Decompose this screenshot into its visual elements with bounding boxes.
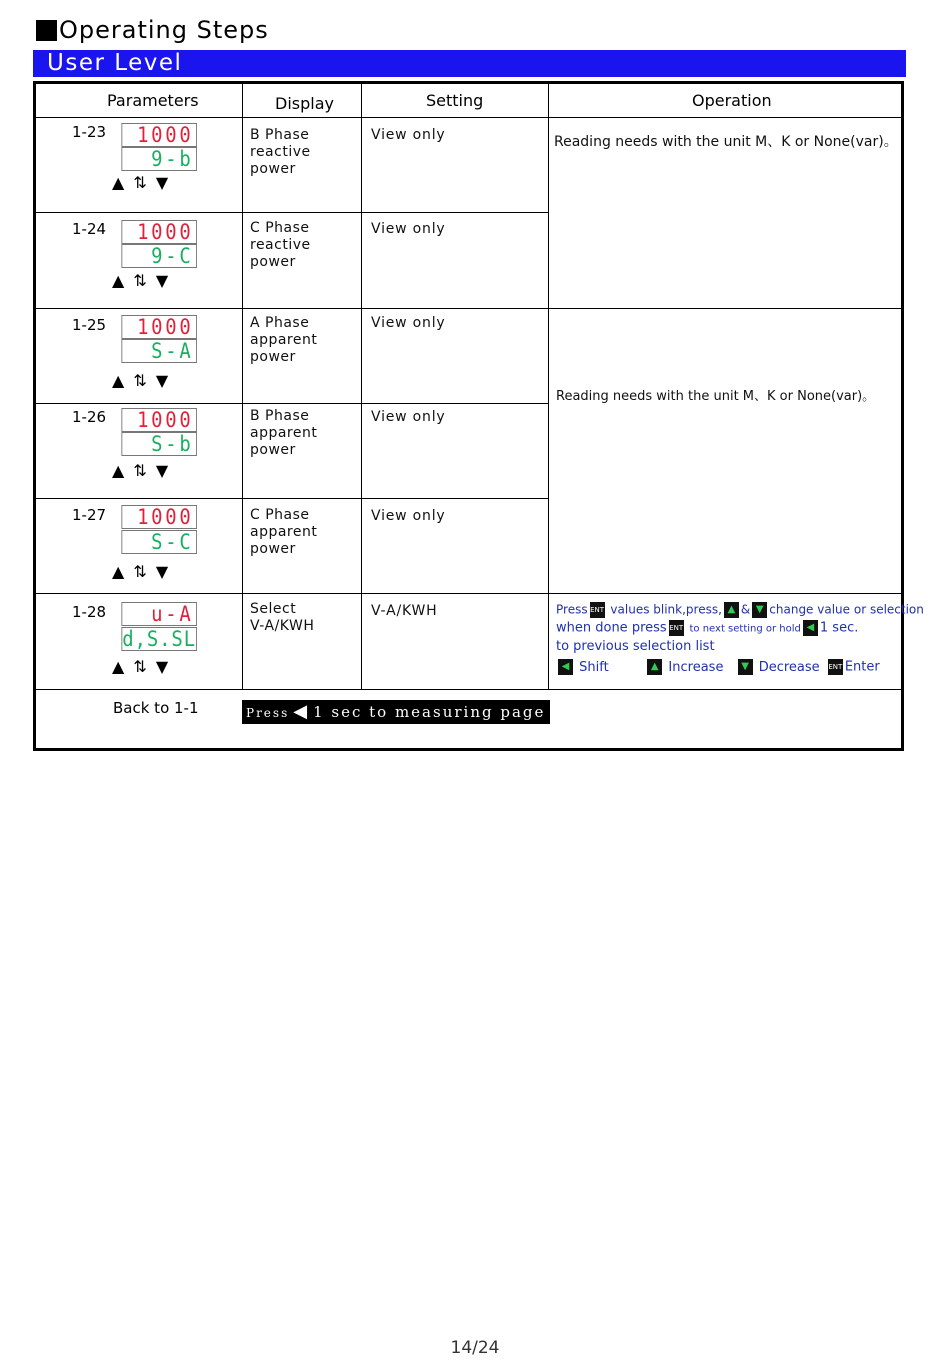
lcd-bottom-display: 9-b <box>121 147 197 171</box>
legend-decrease: Decrease <box>758 659 820 675</box>
display-description <box>250 127 311 178</box>
display-line: power <box>250 161 296 177</box>
lcd-bottom-display: 9-C <box>121 244 197 268</box>
param-id: 1-27 <box>72 506 107 524</box>
display-line: reactive <box>250 237 311 253</box>
display-line: apparent <box>250 332 318 348</box>
page-number: 14/24 <box>450 1338 500 1358</box>
key-legend <box>556 659 880 675</box>
header-setting: Setting <box>426 91 484 110</box>
lcd-top-display: 1000 <box>121 505 197 529</box>
col-divider <box>361 84 362 689</box>
row-divider <box>36 498 548 499</box>
operation-note: Reading needs with the unit M、K or None(var)。 <box>556 389 876 404</box>
section-banner <box>33 50 906 77</box>
header-display: Display <box>275 94 334 113</box>
back-to-label: Back to 1-1 <box>113 699 199 717</box>
param-id: 1-26 <box>72 408 107 426</box>
lcd-bottom-display: S-A <box>121 339 197 363</box>
display-line: C Phase <box>250 220 310 236</box>
shift-key-icon: ◀ <box>558 659 573 675</box>
param-id: 1-23 <box>72 123 107 141</box>
header-divider <box>36 117 901 118</box>
press-rest: 1 sec to measuring page <box>313 703 546 721</box>
nav-arrows-icon: ▲ ⇅ ▼ <box>112 657 171 676</box>
display-line: power <box>250 541 296 557</box>
lcd-top-display: u-A <box>121 602 197 626</box>
display-line: apparent <box>250 425 318 441</box>
lcd-top-display: 1000 <box>121 408 197 432</box>
row-divider <box>36 308 901 309</box>
header-operation: Operation <box>692 91 772 110</box>
legend-increase: Increase <box>668 659 724 675</box>
nav-arrows-icon: ▲ ⇅ ▼ <box>112 562 171 581</box>
param-id: 1-28 <box>72 603 107 621</box>
display-line: V-A/KWH <box>250 618 315 634</box>
nav-arrows-icon: ▲ ⇅ ▼ <box>112 271 171 290</box>
instruction-text: Press <box>556 602 588 617</box>
enter-key-icon: ENT <box>590 602 605 618</box>
setting-value: View only <box>371 315 446 331</box>
param-id: 1-24 <box>72 220 107 238</box>
display-line: Select <box>250 601 297 617</box>
nav-arrows-icon: ▲ ⇅ ▼ <box>112 173 171 192</box>
display-description <box>250 220 311 271</box>
display-line: B Phase <box>250 127 310 143</box>
col-divider <box>242 84 243 689</box>
nav-arrows-icon: ▲ ⇅ ▼ <box>112 371 171 390</box>
page-title <box>36 16 269 44</box>
display-line: reactive <box>250 144 311 160</box>
setting-value: View only <box>371 221 446 237</box>
instruction-text: when done press <box>556 620 667 636</box>
instruction-line-3: to previous selection list <box>556 639 715 654</box>
increase-key-icon: ▲ <box>647 659 662 675</box>
press-word: Press <box>246 706 290 720</box>
display-description <box>250 601 314 635</box>
lcd-bottom-display: d,S.SL <box>122 627 196 651</box>
setting-value: View only <box>371 127 446 143</box>
black-square-icon <box>36 20 57 41</box>
display-line: B Phase <box>250 408 310 424</box>
decrease-key-icon: ▼ <box>738 659 753 675</box>
operation-note: Reading needs with the unit M、K or None(var)。 <box>554 134 898 150</box>
lcd-bottom-display: S-C <box>121 530 197 554</box>
col-divider <box>548 84 549 689</box>
press-instruction-bar <box>242 700 550 724</box>
left-key-icon: ◀ <box>803 620 818 636</box>
page-title-text: Operating Steps <box>59 16 269 44</box>
instruction-text: values blink,press, <box>610 602 722 617</box>
display-description <box>250 315 317 366</box>
instruction-text: & <box>740 602 751 617</box>
row-divider <box>36 593 901 594</box>
display-line: power <box>250 349 296 365</box>
lcd-bottom-display: S-b <box>121 432 197 456</box>
instruction-line-1 <box>556 602 924 618</box>
nav-arrows-icon: ▲ ⇅ ▼ <box>112 461 171 480</box>
lcd-top-display: 1000 <box>121 220 197 244</box>
left-key-icon: ◀ <box>293 701 310 722</box>
display-line: C Phase <box>250 507 310 523</box>
legend-enter: Enter <box>844 659 880 675</box>
header-parameters: Parameters <box>107 91 199 110</box>
instruction-text: change value or selection <box>769 602 924 617</box>
instruction-line-2 <box>556 620 858 636</box>
display-line: power <box>250 254 296 270</box>
display-description <box>250 408 317 459</box>
instruction-text: 1 sec. <box>819 620 859 636</box>
lcd-top-display: 1000 <box>121 123 197 147</box>
down-key-icon: ▼ <box>752 602 767 618</box>
display-description <box>250 507 317 558</box>
param-id: 1-25 <box>72 316 107 334</box>
section-title: User Level <box>47 50 183 76</box>
setting-value: View only <box>371 508 446 524</box>
enter-key-icon: ENT <box>669 620 684 636</box>
row-divider <box>36 403 548 404</box>
row-divider <box>36 212 548 213</box>
display-line: power <box>250 442 296 458</box>
enter-key-icon: ENT <box>828 659 843 675</box>
setting-value: V-A/KWH <box>371 603 438 619</box>
row-divider <box>36 689 901 690</box>
lcd-top-display: 1000 <box>121 315 197 339</box>
up-key-icon: ▲ <box>724 602 739 618</box>
setting-value: View only <box>371 409 446 425</box>
display-line: apparent <box>250 524 318 540</box>
display-line: A Phase <box>250 315 310 331</box>
legend-shift: Shift <box>579 659 609 675</box>
instruction-text: to next setting or hold <box>689 623 801 635</box>
